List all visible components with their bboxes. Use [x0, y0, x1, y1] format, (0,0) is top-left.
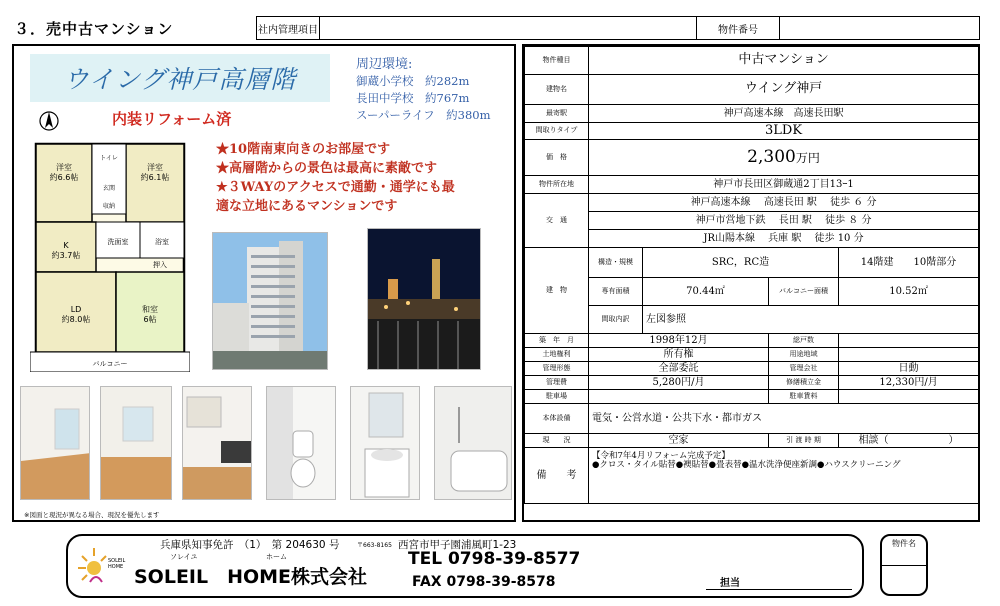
- layout-value: 3LDK: [589, 123, 979, 140]
- environment-item: 御蔵小学校 約282m: [356, 74, 470, 88]
- price-cell: [589, 140, 979, 176]
- top-management-box: [256, 16, 980, 40]
- fee-value: 5,280円/月: [589, 376, 769, 390]
- layout-detail-label: 間取内訳: [589, 306, 643, 334]
- transport-route: 神戸市営地下鉄 長田 駅 徒歩 ８ 分: [589, 212, 979, 230]
- name-label: 建物名: [525, 75, 589, 105]
- ruby-home: ホーム: [266, 553, 287, 561]
- feature-list: [216, 140, 455, 216]
- area-value: 70.44㎡: [643, 278, 769, 306]
- company-fax: FAX 0798-39-8578: [412, 574, 556, 590]
- structure-label: 構造・規模: [589, 248, 643, 278]
- feature-item: ★高層階からの景色は最高に素敵です: [216, 161, 438, 176]
- type-label: 物件種目: [525, 47, 589, 75]
- transport-route: 神戸高速本線 高速長田 駅 徒歩 ６ 分: [589, 194, 979, 212]
- room-label: 浴室: [155, 238, 169, 246]
- room-label: LD 約8.0帖: [61, 305, 91, 324]
- company-address: 西宮市甲子園浦風町1-23: [398, 539, 517, 551]
- remarks-cell: [589, 448, 979, 504]
- photo-note: ※図面と現況が異なる場合、現況を優先します: [24, 511, 160, 519]
- remarks-label: 備 考: [525, 448, 589, 504]
- property-name-stamp: [880, 534, 928, 596]
- room-label: 洗面室: [107, 238, 129, 246]
- transport-route: JR山陽本線 兵庫 駅 徒歩 10 分: [589, 230, 979, 248]
- status-label: 現 況: [525, 434, 589, 448]
- title-banner: [30, 54, 330, 102]
- structure-value: SRC，RC造: [643, 248, 839, 278]
- environment-item: スーパーライフ 約380m: [356, 108, 491, 122]
- staff-label: 担当: [720, 578, 740, 589]
- parking-fee-label: 駐車賃料: [769, 390, 839, 404]
- environment-item: 長田中学校 約767m: [356, 91, 470, 105]
- area-label: 専有面積: [589, 278, 643, 306]
- station-label: 最寄駅: [525, 105, 589, 123]
- floors-cell: [839, 248, 979, 278]
- mgmt-co-value: 日動: [839, 362, 979, 376]
- status-value: 空家: [589, 434, 769, 448]
- floor-part-value: 10階部分: [913, 257, 957, 268]
- room-label: トイレ: [100, 155, 118, 162]
- environment-heading: 周辺環境:: [356, 57, 413, 72]
- building-exterior-photo: [212, 232, 328, 370]
- units-value: [839, 334, 979, 348]
- floors-value: 14階建: [860, 257, 894, 268]
- environment-block: [356, 56, 491, 124]
- interior-photo: [20, 386, 90, 500]
- interior-photo: [266, 386, 336, 500]
- layout-label: 間取りタイプ: [525, 123, 589, 140]
- facility-label: 本体設備: [525, 404, 589, 434]
- mgmt-form-value: 全部委託: [589, 362, 769, 376]
- transport-label: 交 通: [525, 194, 589, 248]
- reform-badge: 内装リフォーム済: [112, 110, 232, 128]
- room-label: 洋室約6.1帖: [140, 163, 170, 182]
- mgmt-form-label: 管理形態: [525, 362, 589, 376]
- station-value: 神戸高速本線 高速長田駅: [589, 105, 979, 123]
- land-label: 土地権利: [525, 348, 589, 362]
- fee-label: 管理費: [525, 376, 589, 390]
- name-value: ウイング神戸: [589, 75, 979, 105]
- feature-item: ★10階南東向きのお部屋です: [216, 142, 391, 157]
- room-label: 収納: [102, 203, 116, 210]
- land-value: 所有権: [589, 348, 769, 362]
- compass-icon: [38, 110, 60, 132]
- mgmt-co-label: 管理会社: [769, 362, 839, 376]
- remarks-line: ●クロス・タイル貼替●襖貼替●畳表替●温水洗浄便座新調●ハウスクリーニング: [592, 460, 901, 471]
- built-label: 築 年 月: [525, 334, 589, 348]
- room-label: K 約3.7帖: [51, 241, 81, 260]
- room-label: 玄関: [102, 185, 116, 192]
- handover-label: 引 渡 時 期: [769, 434, 839, 448]
- repair-value: 12,330円/月: [839, 376, 979, 390]
- company-name: SOLEIL HOME株式会社: [134, 566, 368, 588]
- room-label: 和室 6帖: [142, 305, 158, 324]
- parking-fee-value: [839, 390, 979, 404]
- building-label: 建 物: [525, 248, 589, 334]
- price-label: 価 格: [525, 140, 589, 176]
- floor-plan: [30, 140, 190, 372]
- units-label: 総戸数: [769, 334, 839, 348]
- type-value: 中古マンション: [589, 47, 979, 75]
- room-label: 洋室約6.6帖: [49, 163, 79, 182]
- night-view-photo: [367, 228, 481, 370]
- repair-label: 修繕積立金: [769, 376, 839, 390]
- interior-photo: [100, 386, 172, 500]
- balcony-value: 10.52㎡: [839, 278, 979, 306]
- mgmt-value: [320, 17, 697, 39]
- feature-item: 適な立地にあるマンションです: [216, 199, 398, 214]
- building-title: ウイング神戸高層階: [63, 65, 297, 94]
- feature-item: ★３WAYのアクセスで通勤・通学にも最: [216, 180, 455, 195]
- interior-photo: [350, 386, 420, 500]
- stamp-label: 物件名: [892, 539, 916, 548]
- room-label: バルコニー: [92, 360, 128, 368]
- address-value: 神戸市長田区御蔵通2丁目13ｰ1: [589, 176, 979, 194]
- spec-panel: [522, 44, 980, 522]
- price-unit: 万円: [795, 151, 820, 166]
- staff-field: [706, 574, 852, 590]
- remarks-line: 【令和7年4月リフォーム完成予定】: [592, 451, 730, 461]
- zoning-value: [839, 348, 979, 362]
- property-no-label: 物件番号: [697, 17, 780, 39]
- address-label: 物件所在地: [525, 176, 589, 194]
- balcony-label: バルコニー面積: [769, 278, 839, 306]
- logo-text: SOLEIL HOME: [108, 558, 126, 570]
- built-value: 1998年12月: [589, 334, 769, 348]
- price-value: 2,300: [747, 147, 796, 168]
- parking-value: [589, 390, 769, 404]
- handover-value: 相談（ ）: [839, 434, 979, 448]
- interior-photo: [182, 386, 252, 500]
- layout-detail-value: 左図参照: [643, 306, 979, 334]
- spec-table: [524, 46, 979, 504]
- room-label: 押入: [153, 261, 167, 269]
- property-no-value: [780, 17, 979, 39]
- section-title: ３．売中古マンション: [14, 20, 174, 38]
- company-tel: TEL 0798-39-8577: [408, 549, 581, 569]
- parking-label: 駐車場: [525, 390, 589, 404]
- facility-value: 電気・公営水道・公共下水・都市ガス: [589, 404, 979, 434]
- ruby-soleil: ソレイユ: [170, 553, 198, 561]
- mgmt-label: 社内管理項目: [257, 17, 320, 39]
- interior-photo: [434, 386, 512, 500]
- zoning-label: 用途地域: [769, 348, 839, 362]
- license-text: 兵庫県知事免許 （1） 第 204630 号: [160, 539, 340, 551]
- zip-code: 〒663-8165: [357, 542, 392, 549]
